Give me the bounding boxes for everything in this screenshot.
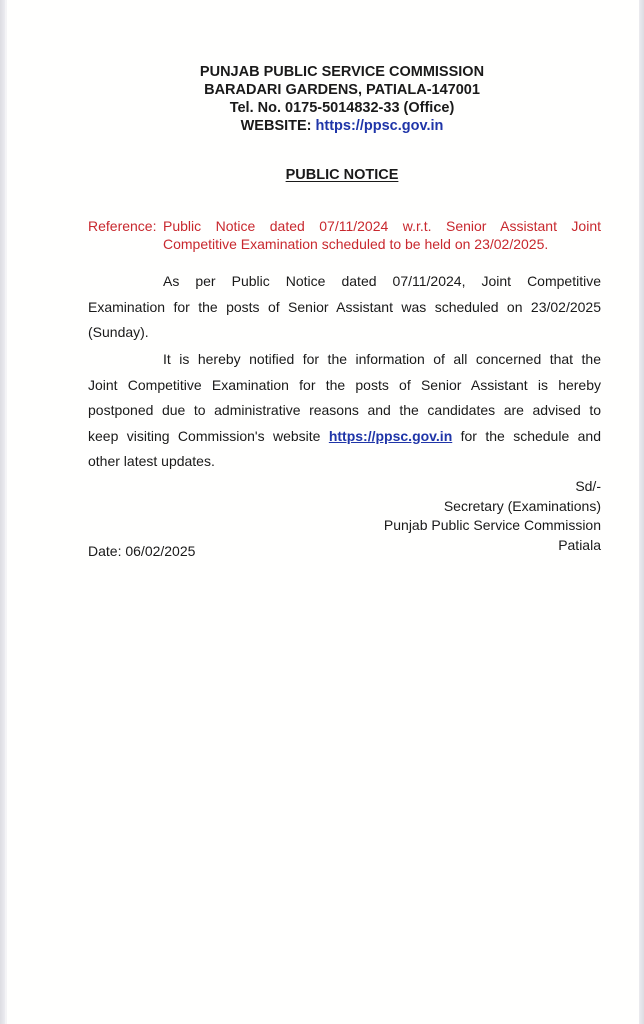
page-edge-left (0, 0, 5, 1024)
commission-website-link[interactable]: https://ppsc.gov.in (328, 427, 453, 444)
organization-address: BARADARI GARDENS, PATIALA-147001 (204, 82, 480, 98)
signatory-location: Patiala (558, 536, 601, 553)
paragraph-1 (88, 269, 601, 346)
paragraph-2 (88, 347, 601, 475)
page-edge-right (639, 0, 644, 1024)
paragraph-2-line: Joint Competitive Examination for the posts of Senior Assistant is hereby (88, 376, 601, 393)
notice-reference (88, 217, 601, 253)
signatory-organization: Punjab Public Service Commission (383, 517, 601, 533)
paragraph-2-line: other latest updates. (88, 453, 215, 469)
paragraph-2-line: It is hereby notified for the information of all concerned that the (163, 351, 601, 367)
signature-block (384, 477, 601, 555)
organization-name: PUNJAB PUBLIC SERVICE COMMISSION (199, 64, 485, 80)
signature-mark: Sd/- (575, 478, 601, 494)
notice-date: Date: 06/02/2025 (88, 543, 196, 559)
website-link[interactable]: https://ppsc.gov.in (315, 118, 444, 134)
signatory-designation: Secretary (Examinations) (443, 497, 601, 514)
reference-line-1: Public Notice dated 07/11/2024 w.r.t. Senior Assistant Joint (163, 218, 601, 234)
reference-label: Reference: (88, 218, 157, 234)
line-text-before-link: keep visiting Commission's website (88, 427, 329, 444)
paragraph-2-line: postponed due to administrative reasons and the candidates are advised to (88, 402, 601, 418)
paragraph-2-line (88, 424, 601, 450)
organization-phone: Tel. No. 0175-5014832-33 (Office) (229, 100, 455, 116)
reference-line-2: Competitive Examination scheduled to be held on 23/02/2025. (163, 236, 549, 252)
line-text-after-link: for the schedule and (452, 427, 601, 444)
paragraph-1-line: Examination for the posts of Senior Assistant was scheduled on 23/02/2025 (88, 298, 601, 315)
letterhead (0, 63, 644, 135)
paragraph-1-line: (Sunday). (88, 324, 149, 340)
reference-text (163, 217, 601, 253)
paragraph-1-line: As per Public Notice dated 07/11/2024, Joint Competitive (163, 273, 601, 289)
organization-website (0, 117, 644, 135)
notice-title: PUBLIC NOTICE (285, 167, 399, 183)
website-label: WEBSITE: (240, 118, 316, 134)
